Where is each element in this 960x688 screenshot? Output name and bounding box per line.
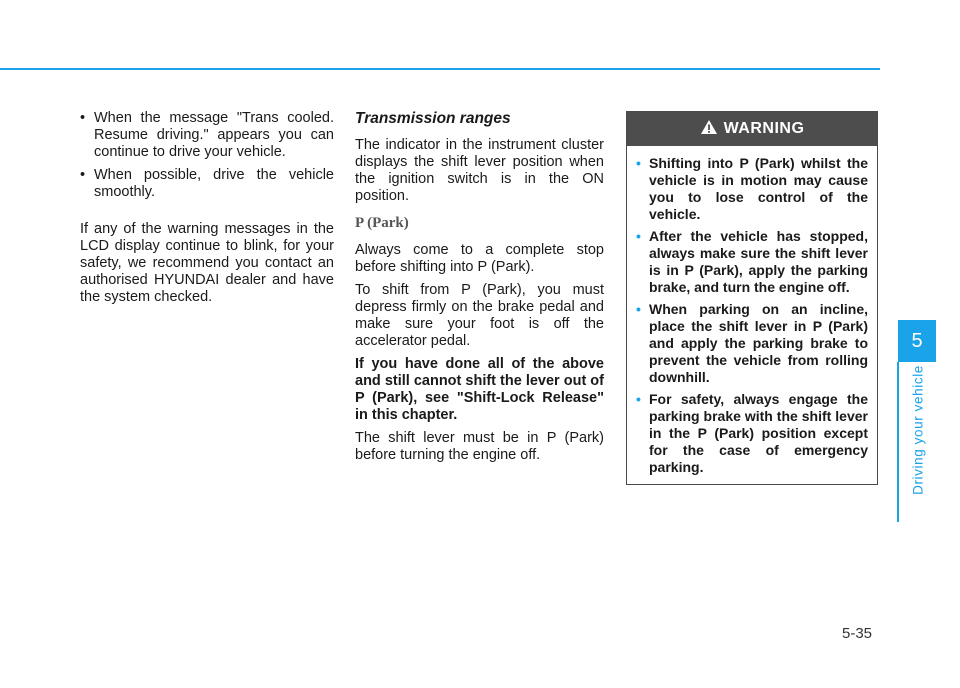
warning-item: • Shifting into P (Park) whilst the vehicle is in motion may cause you to lose control of the vehicle.: [636, 155, 868, 222]
intro-paragraph: The indicator in the instrument cluster displays the shift lever position when the ignition switch is in the ON position.: [355, 137, 604, 204]
side-rule: [897, 362, 899, 522]
warning-triangle-icon: [700, 119, 718, 140]
bullet-icon: •: [636, 228, 641, 244]
body-paragraph: To shift from P (Park), you must depress firmly on the brake pedal and make sure your foot is off the accelerator pedal.: [355, 282, 604, 349]
bullet-item: • When the message "Trans cooled. Resume driving." appears you can continue to drive your vehicle.: [80, 110, 334, 161]
bullet-item: • When possible, drive the vehicle smoothly.: [80, 167, 334, 201]
left-column: [80, 110, 334, 312]
header-rule: [0, 68, 880, 70]
body-paragraph: If any of the warning messages in the LCD display continue to blink, for your safety, we recommend you contact an authorised HYUNDAI dealer and have the system checked.: [80, 221, 334, 305]
sub-title: P (Park): [355, 215, 409, 231]
section-title: Transmission ranges: [355, 110, 511, 127]
bullet-icon: •: [636, 391, 641, 407]
body-paragraph: The shift lever must be in P (Park) before turning the engine off.: [355, 430, 604, 463]
chapter-title: Driving your vehicle: [910, 365, 926, 495]
warning-body: [627, 146, 877, 476]
warning-item: • For safety, always engage the parking brake with the shift lever in the P (Park) position except for the case of emergency parking.: [636, 391, 868, 475]
warning-header: [627, 112, 877, 146]
warning-item: • When parking on an incline, place the shift lever in P (Park) and apply the parking brake to prevent the vehicle from rolling downhill.: [636, 301, 868, 385]
bullet-icon: •: [636, 155, 641, 171]
middle-column: [355, 110, 604, 470]
bullet-list: [80, 110, 334, 201]
warning-item: • After the vehicle has stopped, always make sure the shift lever is in P (Park), apply the parking brake, and turn the engine off.: [636, 228, 868, 295]
body-paragraph: Always come to a complete stop before shifting into P (Park).: [355, 242, 604, 275]
warning-box: [626, 111, 878, 485]
bullet-icon: •: [636, 301, 641, 317]
chapter-tab: 5: [898, 320, 936, 362]
warning-title: WARNING: [723, 120, 805, 137]
page-number: 5-35: [842, 625, 873, 642]
bold-paragraph: If you have done all of the above and still cannot shift the lever out of P (Park), see "Shift-Lock Release" in this chapter.: [355, 356, 604, 423]
